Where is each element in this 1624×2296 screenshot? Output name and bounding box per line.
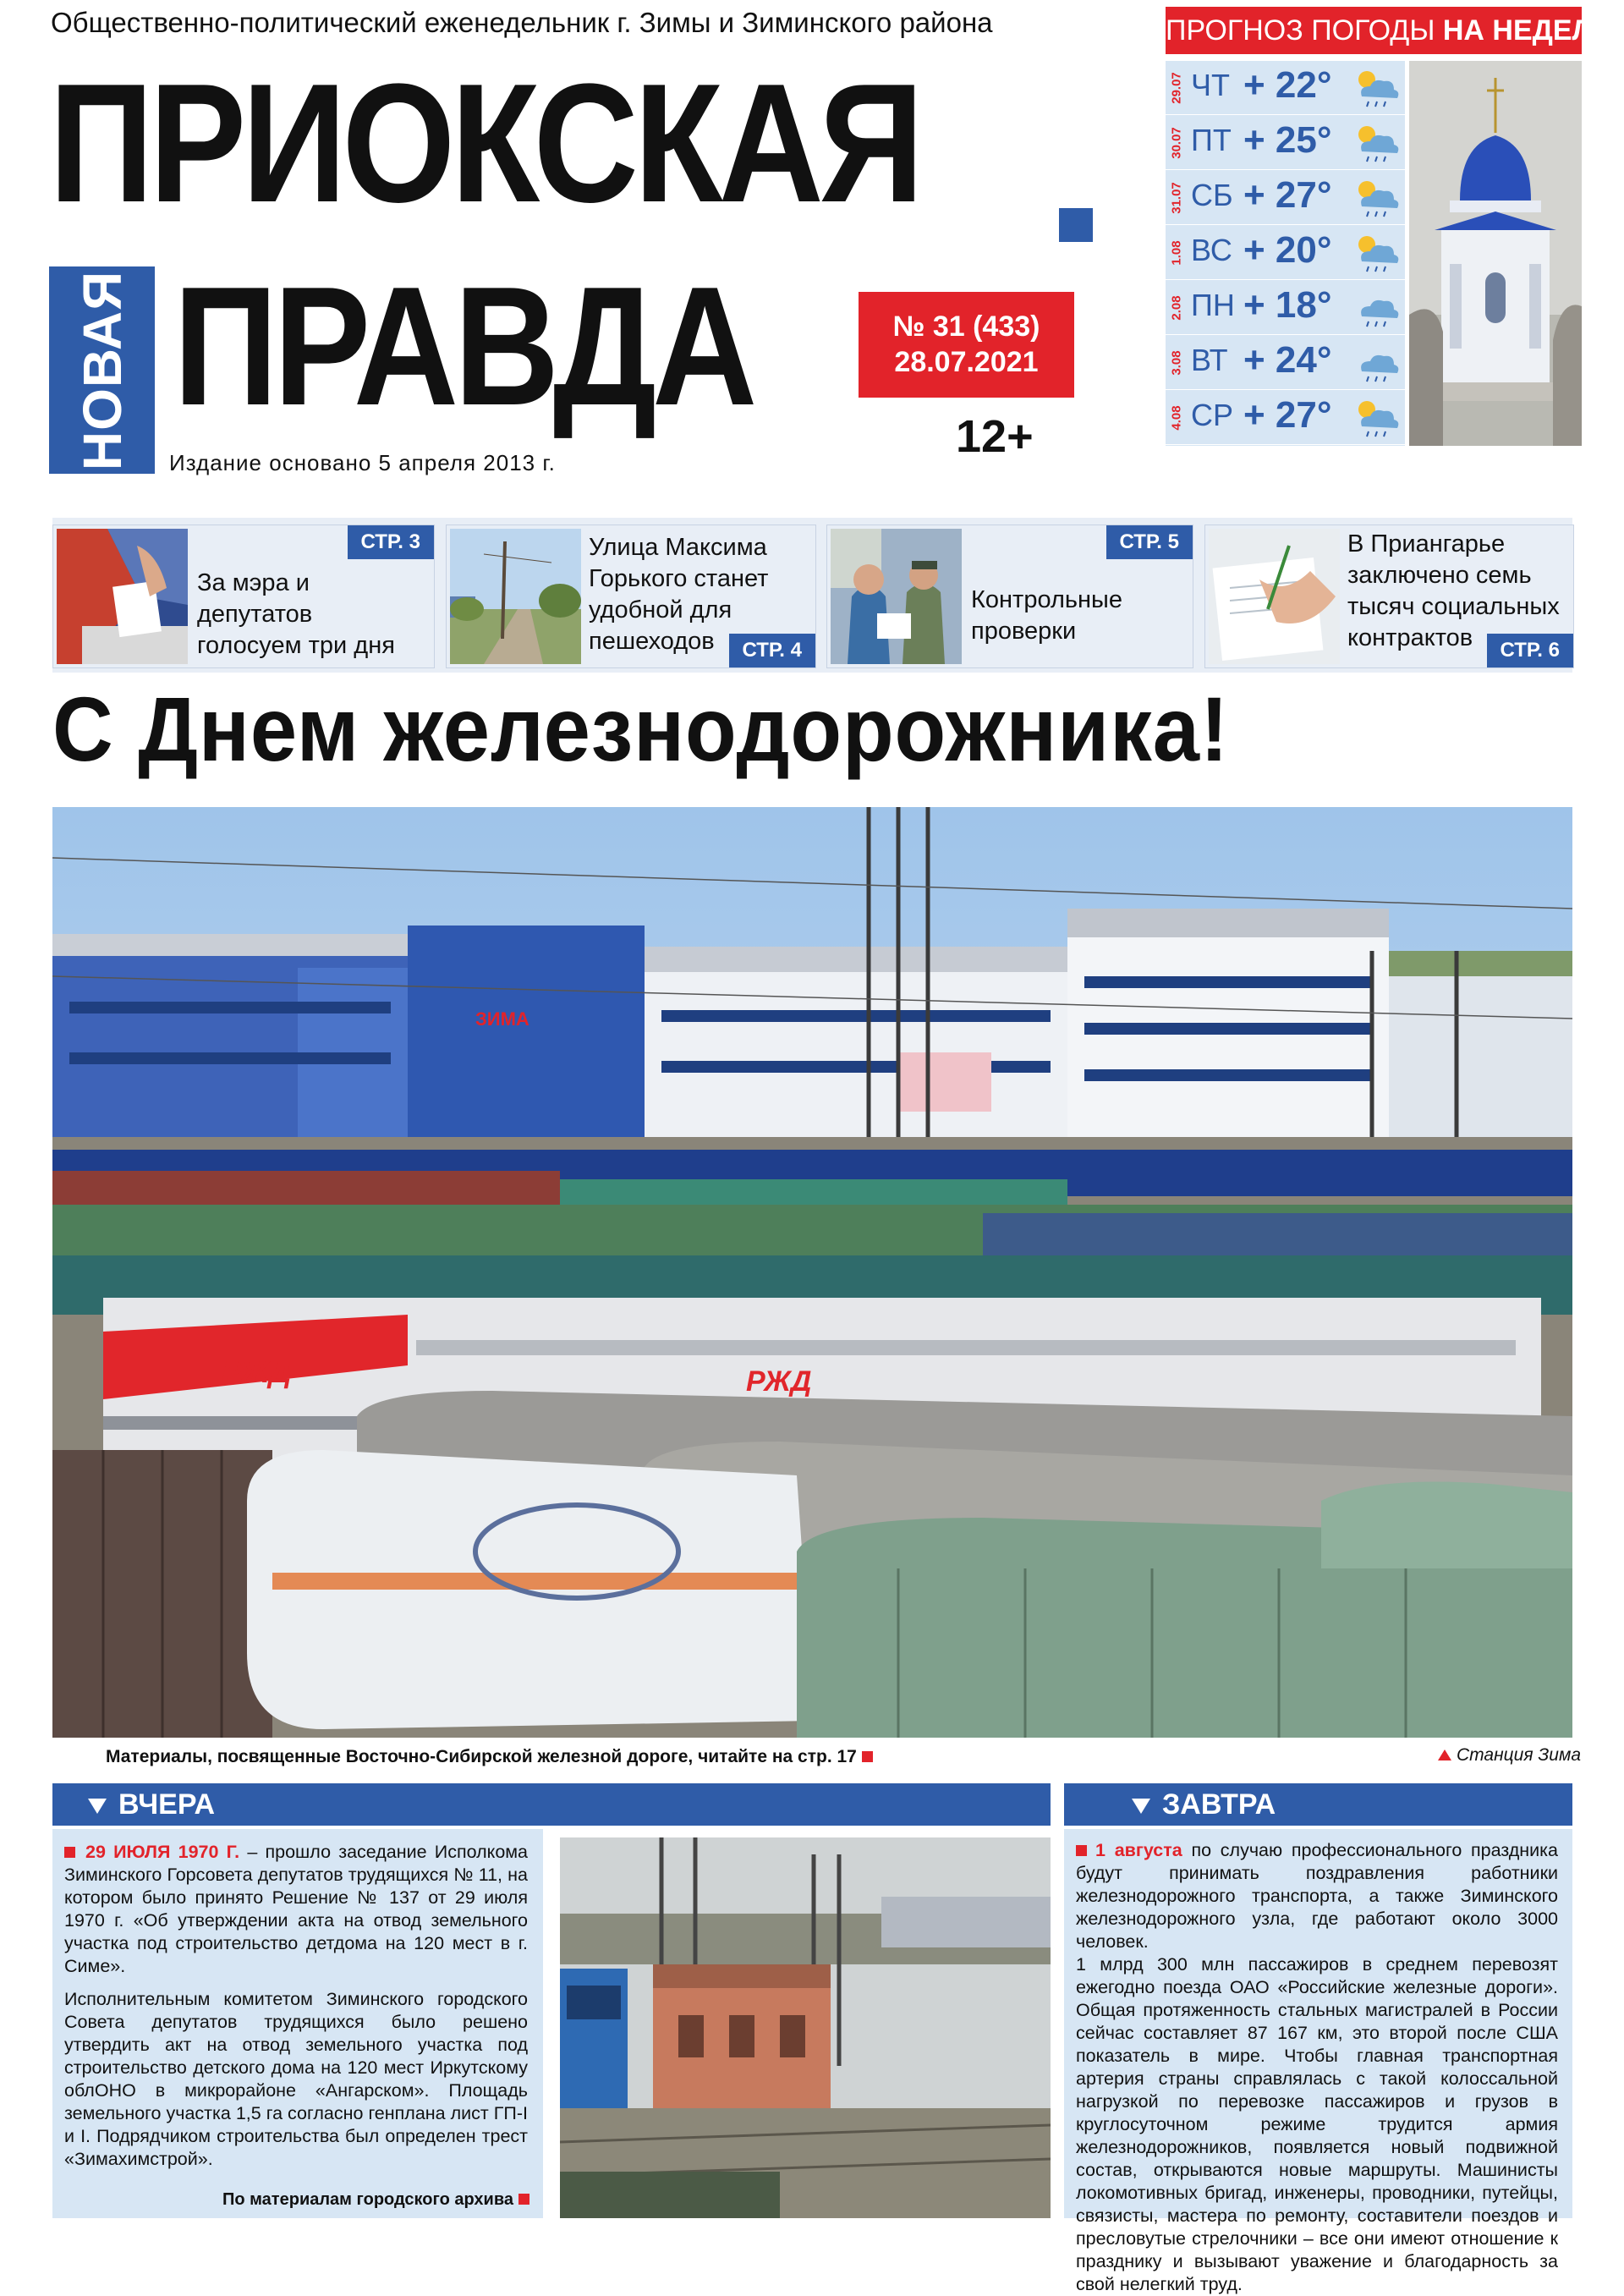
weather-date: 3.08 [1169,350,1184,376]
weather-temperature: + 24° [1243,339,1332,381]
lead-headline: С Днем железнодорожника! [52,678,1229,780]
weather-day-row [1166,116,1405,170]
masthead-side-badge [49,266,155,474]
teaser-4-page-label[interactable]: СТР. 6 [1487,634,1574,667]
section-tomorrow-bar [1064,1783,1572,1826]
weather-day-row [1166,171,1405,225]
yesterday-p1-text: – прошло заседание Исполкома Зиминского Горсовета депутатов трудящихся № 11, на котором было принято Решение № 137 от 29 июля 1970 г. «Об утверждении акта на отвод земельного участка под строительство детдома на 120 мест в г. Симе». [64,1842,529,1976]
teaser-card-3[interactable] [826,525,1193,668]
teaser-1-page-label[interactable]: СТР. 3 [348,525,435,559]
lead-photo-caption [106,1747,873,1767]
yesterday-date-label: 29 ИЮЛЯ 1970 Г. [85,1842,240,1862]
weather-date: 31.07 [1169,182,1184,214]
weather-day-row [1166,391,1405,445]
yesterday-source-text: По материалам городского архива [222,2190,513,2209]
weather-day-name: ВС [1191,233,1232,267]
yesterday-paragraph-2: Исполнительным комитетом Зиминского городского Совета депутатов трудящихся было решено утвердить акт на отвод земельного участка под строительство детского дома на 120 мест Иркутскому облОНО в микрорайоне «Ангарском». Площадь земельного участка 1,5 га согласно генплана лист ГП-I и I. Подрядчиком строительства был определен трест «Зимахимстрой». [64,1989,528,2169]
masthead-logo-square [1059,208,1093,242]
end-square-icon [862,1751,873,1762]
masthead-title-line1: ПРИОКСКАЯ [49,49,920,238]
sun-cloud-rain-icon [1350,233,1402,275]
chapel-photo [1409,61,1582,446]
teaser-1-line-1: За мэра и [197,569,310,596]
weather-temperature: + 27° [1243,394,1332,436]
issue-badge [859,292,1074,398]
section-yesterday-title: ВЧЕРА [118,1788,216,1821]
lead-photo-credit-text: Станция Зима [1457,1745,1582,1765]
teaser-2-line-3: удобной для [589,596,732,623]
section-yesterday-bar [52,1783,1051,1826]
yesterday-panel [52,1829,543,2218]
teaser-2-line-1: Улица Максима [589,534,767,561]
teaser-1-line-2: депутатов [197,601,313,628]
ballot-box-photo [57,529,188,664]
triangle-down-icon [1132,1799,1150,1814]
weather-temperature: + 18° [1243,284,1332,326]
weather-temperature: + 25° [1243,119,1332,161]
weather-date: 1.08 [1169,240,1184,266]
weather-header-emphasis: НА НЕДЕЛЮ [1442,14,1622,47]
masthead-side-word: НОВАЯ [71,270,133,470]
sun-cloud-rain-icon [1350,68,1402,110]
teaser-4-line-2: заключено семь [1347,562,1532,589]
sun-cloud-rain-icon [1350,123,1402,165]
weather-date: 30.07 [1169,127,1184,159]
weather-day-name: ВТ [1191,343,1228,377]
weather-header [1166,7,1622,54]
weather-day-row [1166,336,1405,390]
teaser-strip [52,518,1572,673]
tomorrow-paragraph-1 [1076,1839,1558,1953]
teaser-4-line-3: тысяч социальных [1347,593,1560,620]
weather-date: 2.08 [1169,295,1184,321]
masthead-title-line2: ПРАВДА [173,252,754,441]
age-rating: 12+ [956,411,1034,462]
bullet-square-icon [64,1847,75,1858]
bullet-square-icon [1076,1845,1087,1856]
svg-text:РЖД: РЖД [746,1365,812,1398]
weather-forecast-panel [1166,61,1405,446]
teaser-1-line-3: голосуем три дня [197,632,395,659]
cloud-rain-icon [1350,343,1402,385]
teaser-2-line-2: Горького станет [589,565,769,592]
teaser-card-4[interactable] [1204,525,1574,668]
weather-day-name: ЧТ [1191,68,1230,102]
teaser-4-line-4: контрактов [1347,624,1473,651]
end-square-icon [518,2194,529,2205]
weather-date: 4.08 [1169,405,1184,431]
weather-day-row [1166,226,1405,280]
tomorrow-p1-text: по случаю профессионального праздника будут принимать поздравления работники железнодорожного транспорта, а также Зиминского железнодорожного узла, где работают около 3000 человек. [1076,1840,1558,1952]
teaser-3-line-2: проверки [971,618,1077,645]
tomorrow-date-label: 1 августа [1095,1840,1182,1860]
weather-temperature: + 22° [1243,64,1332,106]
street-photo [450,529,581,664]
weather-temperature: + 27° [1243,174,1332,216]
weather-day-row [1166,61,1405,115]
inspection-photo [831,529,962,664]
teaser-4-line-1: В Приангарье [1347,530,1506,558]
triangle-down-icon [88,1799,107,1814]
lead-photo-credit [1438,1745,1581,1766]
construction-photo [560,1837,1051,2218]
cloud-rain-icon [1350,288,1402,330]
lead-photo-railway-station [52,807,1572,1738]
weather-temperature: + 20° [1243,229,1332,271]
teaser-3-page-label[interactable]: СТР. 5 [1106,525,1193,559]
teaser-3-line-1: Контрольные [971,586,1122,613]
sun-cloud-rain-icon [1350,178,1402,220]
yesterday-paragraph-1 [64,1841,528,1978]
weather-day-name: СР [1191,398,1234,432]
station-sign: ЗИМА [475,1008,529,1030]
weather-day-row [1166,281,1405,335]
weather-day-name: ПТ [1191,123,1232,157]
teaser-2-page-label[interactable]: СТР. 4 [729,634,816,667]
masthead-tagline: Общественно-политический еженедельник г. Зимы и Зиминского района [51,7,993,38]
tomorrow-panel [1064,1829,1572,2294]
tomorrow-paragraph-2: 1 млрд 300 млн пассажиров в среднем перевозят ежегодно поезда ОАО «Российские железные дороги». Общая протяженность стальных магистралей в России сейчас составляет 87 167 км, это второй после США показатель в мире. Чтобы главная транспортная артерия страны справлялась с такой колоссальной нагрузкой по перевозке пассажиров и грузов в круглосуточном режиме трудится армия железнодорожников, появляется новый подвижной состав, открываются новые маршруты. Машинисты локомотивных бригад, инженеры, проводники, путейцы, связисты, мастера по ремонту, составители поездов и пресловутые стрелочники – все они имеют отношение к празднику и вызывают уважение и благодарность за свой нелегкий труд. [1076,1954,1558,2294]
lead-caption-text: Материалы, посвященные Восточно-Сибирской железной дороге, читайте на стр. 17 [106,1747,857,1766]
issue-number: № 31 (433) [892,310,1040,343]
signing-contract-photo [1209,529,1340,664]
triangle-up-icon [1438,1749,1451,1760]
weather-day-name: ПН [1191,288,1235,322]
teaser-2-line-4: пешеходов [589,628,715,655]
section-tomorrow-title: ЗАВТРА [1162,1788,1276,1821]
issue-date: 28.07.2021 [894,346,1039,378]
masthead-founded: Издание основано 5 апреля 2013 г. [169,450,556,475]
yesterday-source [222,2190,529,2210]
svg-text:РЖД: РЖД [222,1354,292,1389]
teaser-card-2[interactable] [446,525,816,668]
teaser-card-1[interactable] [52,525,435,668]
sun-cloud-rain-icon [1350,398,1402,440]
weather-header-prefix: ПРОГНОЗ ПОГОДЫ [1166,14,1435,47]
weather-date: 29.07 [1169,72,1184,104]
weather-day-name: СБ [1191,178,1233,212]
